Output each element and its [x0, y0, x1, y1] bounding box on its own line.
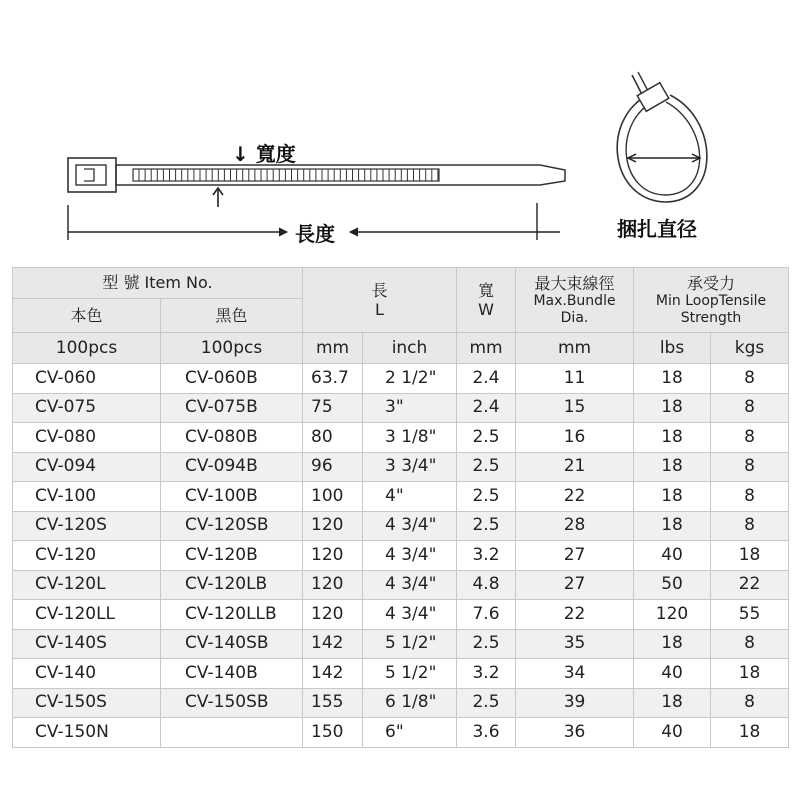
model-black-cell: CV-100B	[161, 482, 303, 512]
length-mm-cell: 142	[303, 629, 363, 659]
model-natural-cell: CV-075	[13, 393, 161, 423]
model-natural-cell: CV-150S	[13, 688, 161, 718]
bundle-dia-cell: 28	[516, 511, 634, 541]
width-header	[457, 268, 516, 333]
tensile-lbs-cell: 40	[634, 541, 711, 571]
unit-cell: 100pcs	[13, 333, 161, 364]
model-natural-cell: CV-120L	[13, 570, 161, 600]
bundle-dia-cell: 16	[516, 423, 634, 453]
model-natural-cell: CV-120	[13, 541, 161, 571]
model-natural-cell: CV-060	[13, 364, 161, 394]
length-mm-cell: 150	[303, 718, 363, 748]
table-row	[13, 364, 789, 394]
model-natural-cell: CV-094	[13, 452, 161, 482]
tensile-lbs-cell: 18	[634, 393, 711, 423]
length-inch-cell: 2 1/2"	[363, 364, 457, 394]
length-mm-cell: 120	[303, 570, 363, 600]
cable-tie-spec-table	[12, 267, 789, 748]
table-row	[13, 659, 789, 689]
width-cell: 3.6	[457, 718, 516, 748]
tensile-lbs-cell: 40	[634, 718, 711, 748]
width-cell: 4.8	[457, 570, 516, 600]
tensile-lbs-cell: 18	[634, 452, 711, 482]
model-black-cell: CV-150SB	[161, 688, 303, 718]
bundle-diameter-label: 捆扎直径	[617, 217, 697, 241]
tensile-kgs-cell: 55	[711, 600, 789, 630]
model-natural-cell: CV-120S	[13, 511, 161, 541]
unit-cell: 100pcs	[161, 333, 303, 364]
cable-tie-diagram	[0, 0, 800, 262]
tensile-header-en1: Min LoopTensile	[655, 292, 767, 309]
tensile-lbs-cell: 18	[634, 688, 711, 718]
bundle-dia-cell: 36	[516, 718, 634, 748]
table-row	[13, 423, 789, 453]
width-cell: 2.5	[457, 511, 516, 541]
tensile-kgs-cell: 8	[711, 393, 789, 423]
length-mm-cell: 120	[303, 600, 363, 630]
table-row	[13, 629, 789, 659]
tensile-header-cn: 承受力	[687, 273, 736, 293]
bundle-dia-cell: 27	[516, 570, 634, 600]
model-black-cell	[161, 718, 303, 748]
length-mm-cell: 120	[303, 511, 363, 541]
model-black-cell: CV-120SB	[161, 511, 303, 541]
unit-cell: inch	[363, 333, 457, 364]
bundle-dia-cell: 35	[516, 629, 634, 659]
tensile-kgs-cell: 8	[711, 511, 789, 541]
length-inch-cell: 6 1/8"	[363, 688, 457, 718]
length-inch-cell: 4 3/4"	[363, 511, 457, 541]
model-black-cell: CV-120LLB	[161, 600, 303, 630]
length-mm-cell: 155	[303, 688, 363, 718]
length-mm-cell: 142	[303, 659, 363, 689]
tensile-header-en2: Strength	[680, 309, 742, 326]
model-natural-cell: CV-150N	[13, 718, 161, 748]
tensile-kgs-cell: 18	[711, 718, 789, 748]
length-mm-cell: 75	[303, 393, 363, 423]
width-cell: 2.5	[457, 423, 516, 453]
length-header-cn: 長	[371, 280, 388, 300]
length-inch-cell: 4"	[363, 482, 457, 512]
unit-cell: mm	[516, 333, 634, 364]
width-cell: 2.4	[457, 364, 516, 394]
table-row	[13, 541, 789, 571]
units-row	[13, 333, 789, 364]
tensile-kgs-cell: 8	[711, 688, 789, 718]
model-black-cell: CV-120LB	[161, 570, 303, 600]
bundle-header	[516, 268, 634, 333]
model-black-cell: CV-094B	[161, 452, 303, 482]
length-inch-cell: 4 3/4"	[363, 570, 457, 600]
table-row	[13, 718, 789, 748]
tensile-kgs-cell: 8	[711, 423, 789, 453]
model-black-cell: CV-120B	[161, 541, 303, 571]
tensile-kgs-cell: 8	[711, 364, 789, 394]
width-cell: 2.5	[457, 452, 516, 482]
length-header-en: L	[375, 300, 384, 319]
bundle-dia-cell: 39	[516, 688, 634, 718]
unit-cell: mm	[303, 333, 363, 364]
bundle-header-en1: Max.Bundle	[533, 292, 616, 309]
length-inch-cell: 4 3/4"	[363, 600, 457, 630]
model-black-cell: CV-080B	[161, 423, 303, 453]
model-black-cell: CV-140SB	[161, 629, 303, 659]
length-inch-cell: 5 1/2"	[363, 629, 457, 659]
length-mm-cell: 120	[303, 541, 363, 571]
width-cell: 3.2	[457, 659, 516, 689]
length-inch-cell: 5 1/2"	[363, 659, 457, 689]
bundle-header-cn: 最大束線徑	[534, 273, 615, 293]
width-cell: 2.5	[457, 482, 516, 512]
tensile-lbs-cell: 40	[634, 659, 711, 689]
length-inch-cell: 4 3/4"	[363, 541, 457, 571]
tensile-lbs-cell: 120	[634, 600, 711, 630]
header-row-1	[13, 268, 789, 299]
bundle-loop	[617, 72, 707, 202]
width-header-cn: 寬	[478, 280, 495, 300]
length-label: 長度	[295, 222, 335, 246]
tensile-kgs-cell: 8	[711, 452, 789, 482]
table-body	[13, 364, 789, 748]
length-inch-cell: 3 1/8"	[363, 423, 457, 453]
table-row	[13, 452, 789, 482]
unit-cell: lbs	[634, 333, 711, 364]
width-cell: 2.4	[457, 393, 516, 423]
width-cell: 2.5	[457, 688, 516, 718]
length-mm-cell: 96	[303, 452, 363, 482]
length-mm-cell: 100	[303, 482, 363, 512]
tensile-kgs-cell: 8	[711, 482, 789, 512]
bundle-dia-cell: 34	[516, 659, 634, 689]
tensile-lbs-cell: 18	[634, 482, 711, 512]
unit-cell: mm	[457, 333, 516, 364]
model-natural-cell: CV-140	[13, 659, 161, 689]
width-cell: 7.6	[457, 600, 516, 630]
length-mm-cell: 63.7	[303, 364, 363, 394]
length-inch-cell: 6"	[363, 718, 457, 748]
tensile-kgs-cell: 18	[711, 659, 789, 689]
length-header	[303, 268, 457, 333]
model-natural-cell: CV-140S	[13, 629, 161, 659]
tensile-lbs-cell: 18	[634, 423, 711, 453]
table-row	[13, 600, 789, 630]
table-row	[13, 511, 789, 541]
table-row	[13, 393, 789, 423]
bundle-dia-cell: 27	[516, 541, 634, 571]
length-inch-cell: 3 3/4"	[363, 452, 457, 482]
length-inch-cell: 3"	[363, 393, 457, 423]
tensile-kgs-cell: 8	[711, 629, 789, 659]
model-natural-cell: CV-120LL	[13, 600, 161, 630]
length-mm-cell: 80	[303, 423, 363, 453]
table-row	[13, 688, 789, 718]
tensile-kgs-cell: 18	[711, 541, 789, 571]
natural-color-header: 本色	[13, 299, 161, 333]
bundle-header-en2: Dia.	[560, 309, 589, 326]
tensile-lbs-cell: 18	[634, 511, 711, 541]
width-label: ↓ 寬度	[232, 142, 296, 166]
width-header-en: W	[478, 300, 494, 319]
tie-head	[68, 158, 116, 192]
tensile-header	[634, 268, 789, 333]
tensile-lbs-cell: 50	[634, 570, 711, 600]
unit-cell: kgs	[711, 333, 789, 364]
table-row	[13, 570, 789, 600]
bundle-dia-cell: 15	[516, 393, 634, 423]
bundle-dia-cell: 22	[516, 600, 634, 630]
tensile-kgs-cell: 22	[711, 570, 789, 600]
tensile-lbs-cell: 18	[634, 629, 711, 659]
bundle-dia-cell: 11	[516, 364, 634, 394]
width-cell: 2.5	[457, 629, 516, 659]
model-header: 型 號 Item No.	[13, 268, 303, 299]
tensile-lbs-cell: 18	[634, 364, 711, 394]
width-cell: 3.2	[457, 541, 516, 571]
table-row	[13, 482, 789, 512]
model-black-cell: CV-075B	[161, 393, 303, 423]
model-black-cell: CV-060B	[161, 364, 303, 394]
black-color-header: 黑色	[161, 299, 303, 333]
model-natural-cell: CV-100	[13, 482, 161, 512]
model-natural-cell: CV-080	[13, 423, 161, 453]
bundle-dia-cell: 21	[516, 452, 634, 482]
bundle-dia-cell: 22	[516, 482, 634, 512]
model-black-cell: CV-140B	[161, 659, 303, 689]
